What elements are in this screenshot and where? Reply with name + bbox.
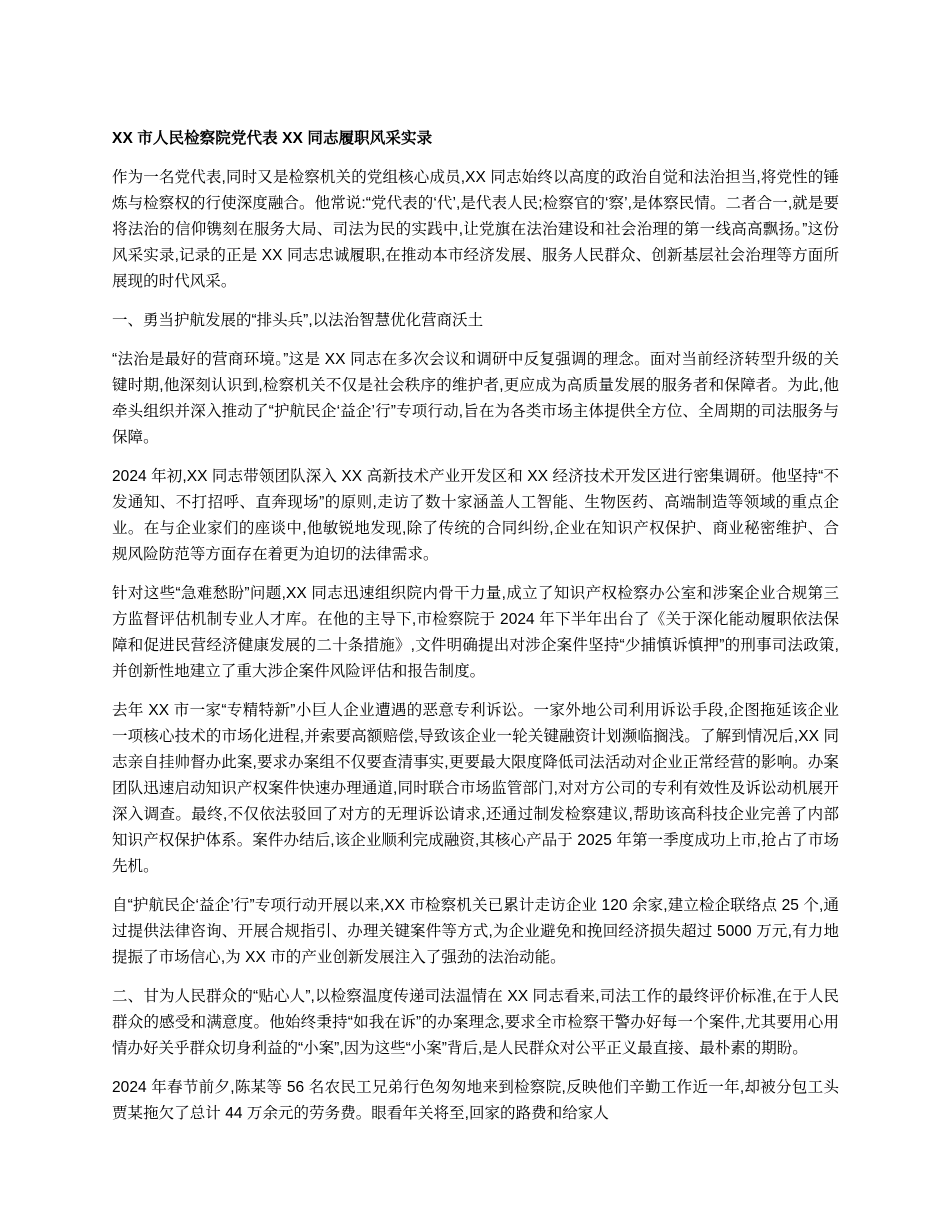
- document-body: [112, 126, 839, 1127]
- paragraph-patent-litigation-case: 去年 XX 市一家“专精特新”小巨人企业遭遇的恶意专利诉讼。一家外地公司利用诉讼手段,企图拖延该企业一项核心技术的市场化进程,并索要高额赔偿,导致该企业一轮关键融资计划濒临搁浅。了解到情况后,XX 同志亲自挂帅督办此案,要求办案组不仅要查清事实,更要最大限度降低司法活动对企业正常经营的影响。办案团队迅速启动知识产权案件快速办理通道,同时联合市场监管部门,对对方公司的专利有效性及诉讼动机展开深入调查。最终,不仅依法驳回了对方的无理诉讼请求,还通过制发检察建议,帮助该高科技企业完善了内部知识产权保护体系。案件办结后,该企业顺利完成融资,其核心产品于 2025 年第一季度成功上市,抢占了市场先机。: [112, 702, 839, 875]
- paragraph-business-environment: “法治是最好的营商环境。”这是 XX 同志在多次会议和调研中反复强调的理念。面对当前经济转型升级的关键时期,他深刻认识到,检察机关不仅是社会秩序的维护者,更应成为高质量发展的服务者和保障者。为此,他牵头组织并深入推动了“护航民企‘益企’行”专项行动,旨在为各类市场主体提供全方位、全周期的司法服务与保障。: [112, 351, 839, 446]
- section-heading-one: 一、勇当护航发展的“排头兵”,以法治智慧优化营商沃土: [112, 312, 484, 329]
- paragraph-campaign-results: 自“护航民企‘益企’行”专项行动开展以来,XX 市检察机关已累计走访企业 120 余家,建立检企联络点 25 个,通过提供法律咨询、开展合规指引、办理关键案件等方式,为企业避免和挽回经济损失超过 5000 万元,有力地提振了市场信心,为 XX 市的产业创新发展注入了强劲的法治动能。: [112, 897, 839, 966]
- paragraph-migrant-workers-case: 2024 年春节前夕,陈某等 56 名农民工兄弟行色匆匆地来到检察院,反映他们辛勤工作近一年,却被分包工头贾某拖欠了总计 44 万余元的劳务费。眼看年关将至,回家的路费和给家人: [112, 1079, 839, 1122]
- paragraph-2024-research: 2024 年初,XX 同志带领团队深入 XX 高新技术产业开发区和 XX 经济技术开发区进行密集调研。他坚持“不发通知、不打招呼、直奔现场”的原则,走访了数十家涵盖人工智能、生物医药、高端制造等领域的重点企业。在与企业家们的座谈中,他敏锐地发现,除了传统的合同纠纷,企业在知识产权保护、商业秘密维护、合规风险防范等方面存在着更为迫切的法律需求。: [112, 468, 839, 563]
- paragraph-ip-office: 针对这些“急难愁盼”问题,XX 同志迅速组织院内骨干力量,成立了知识产权检察办公室和涉案企业合规第三方监督评估机制专业人才库。在他的主导下,市检察院于 2024 年下半年出台了《关于深化能动履职依法保障和促进民营经济健康发展的二十条措施》,文件明确提出对涉企案件坚持“少捕慎诉慎押”的刑事司法政策,并创新性地建立了重大涉企案件风险评估和报告制度。: [112, 585, 839, 680]
- paragraph-intro: 作为一名党代表,同时又是检察机关的党组核心成员,XX 同志始终以高度的政治自觉和法治担当,将党性的锤炼与检察权的行使深度融合。他常说:“党代表的‘代’,是代表人民;检察官的‘察’,是体察民情。二者合一,就是要将法治的信仰镌刻在服务大局、司法为民的实践中,让党旗在法治建设和社会治理的第一线高高飘扬。”这份风采实录,记录的正是 XX 同志忠诚履职,在推动本市经济发展、服务人民群众、创新基层社会治理等方面所展现的时代风采。: [112, 169, 839, 290]
- document-title: XX 市人民检察院党代表 XX 同志履职风采实录: [112, 130, 433, 147]
- section-heading-two: 二、甘为人民群众的“贴心人”,以检察温度传递司法温情在 XX 同志看来,司法工作的最终评价标准,在于人民群众的感受和满意度。他始终秉持“如我在诉”的办案理念,要求全市检察干警办好每一个案件,尤其要用心用情办好关乎群众切身利益的“小案”,因为这些“小案”背后,是人民群众对公平正义最直接、最朴素的期盼。: [112, 988, 839, 1057]
